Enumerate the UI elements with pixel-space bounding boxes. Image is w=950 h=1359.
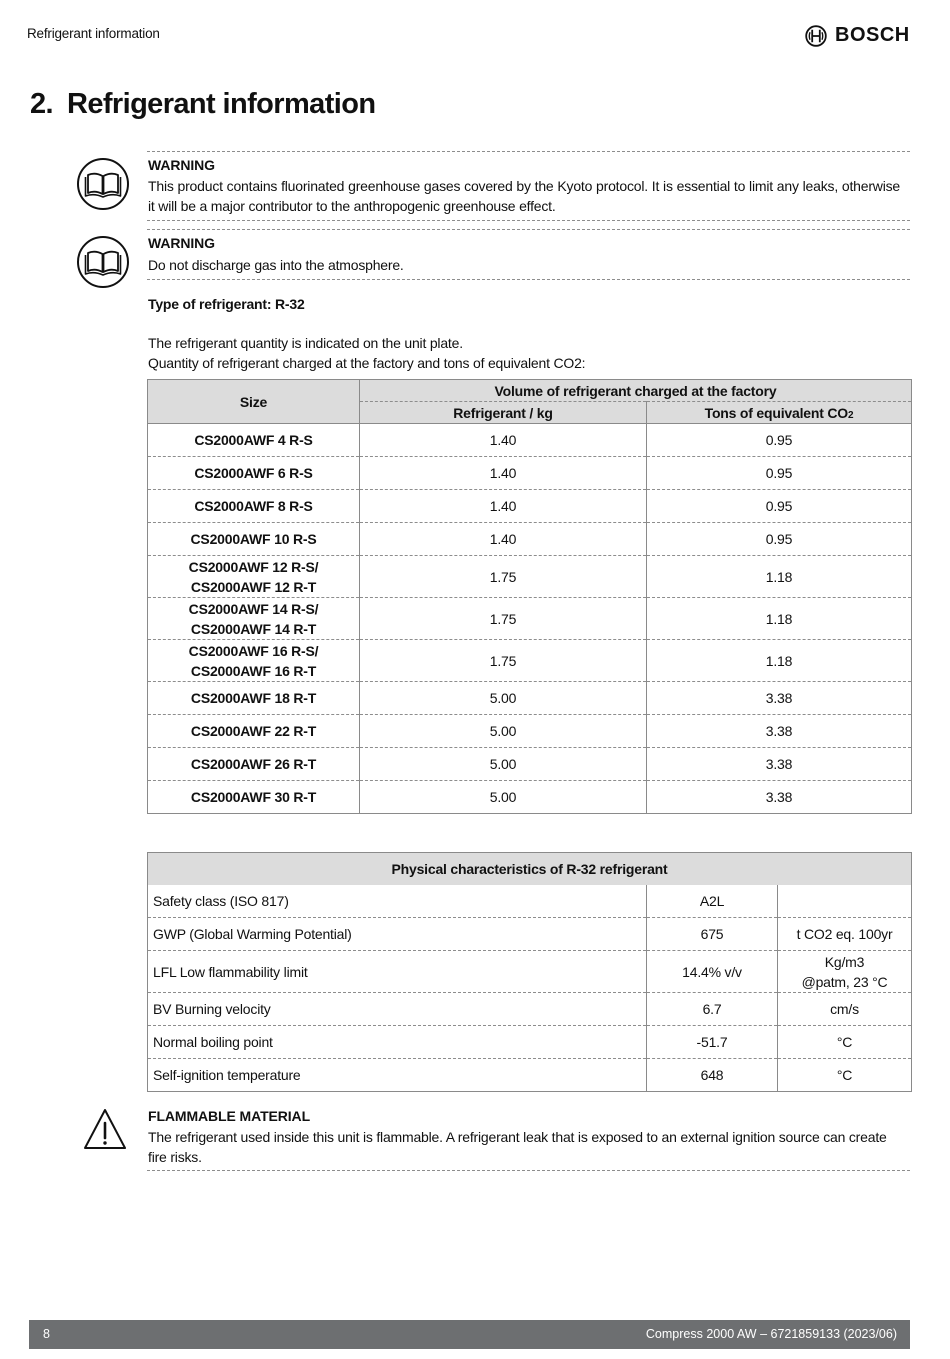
document-reference: Compress 2000 AW – 6721859133 (2023/06) [645,1327,897,1341]
refrigerant-kg-cell: 5.00 [360,715,647,748]
page-number: 8 [43,1327,50,1341]
table-row [148,556,912,598]
column-group-header: Volume of refrigerant charged at the factory [360,380,912,402]
tons-co2-cell: 3.38 [647,715,912,748]
tons-co2-cell: 1.18 [647,640,912,682]
size-cell: CS2000AWF 30 R-T [190,789,317,805]
refrigerant-kg-cell: 1.40 [360,523,647,556]
page-footer [29,1320,910,1349]
property-unit-cell: °C [778,1059,912,1092]
property-value-cell: A2L [647,885,778,918]
refrigerant-type: Type of refrigerant: R-32 [148,296,305,312]
divider [147,151,910,152]
property-label-cell: LFL Low flammability limit [148,951,647,993]
table-row [148,1059,912,1092]
size-cell: CS2000AWF 22 R-T [148,715,360,748]
bosch-armature-icon [805,25,827,47]
table-row [148,457,912,490]
tons-co2-cell: 1.18 [647,598,912,640]
property-value-cell: 675 [647,918,778,951]
property-value-cell: 648 [647,1059,778,1092]
tons-co2-cell: 0.95 [647,457,912,490]
table-row [148,715,912,748]
divider [147,1170,910,1171]
table-row [148,1026,912,1059]
property-unit-cell [778,885,912,918]
property-unit-cell: °C [778,1026,912,1059]
property-value-cell: -51.7 [647,1026,778,1059]
flammable-title: FLAMMABLE MATERIAL [148,1108,311,1124]
property-label-cell: Self-ignition temperature [153,1067,301,1083]
size-cell: CS2000AWF 18 R-T [148,682,360,715]
tons-co2-cell: 0.95 [647,424,912,457]
refrigerant-charge-table [147,379,912,814]
column-header: Tons of equivalent CO2 [647,402,912,424]
book-icon [76,157,130,211]
refrigerant-kg-cell: 5.00 [360,748,647,781]
tons-co2-cell: 1.18 [647,556,912,598]
tons-co2-cell: 0.95 [647,523,912,556]
property-unit-cell: t CO2 eq. 100yr [778,918,912,951]
intro-line: Quantity of refrigerant charged at the factory and tons of equivalent CO2: [148,355,586,371]
refrigerant-kg-cell: 1.40 [360,490,647,523]
column-header: Refrigerant / kg [360,402,647,424]
refrigerant-kg-cell: 5.00 [360,682,647,715]
table-header: Physical characteristics of R-32 refrigerant [148,853,912,885]
size-cell: CS2000AWF 6 R-S [148,457,360,490]
warning-title: WARNING [148,235,215,251]
property-label-cell: GWP (Global Warming Potential) [148,918,647,951]
table-row [148,682,912,715]
size-cell: CS2000AWF 12 R-S/ CS2000AWF 12 R-T [148,556,360,598]
tons-co2-cell: 3.38 [647,748,912,781]
page-title [30,88,375,121]
tons-co2-cell: 0.95 [647,490,912,523]
intro-line: The refrigerant quantity is indicated on the unit plate. [148,335,463,351]
column-header: Size [148,380,360,424]
size-cell: CS2000AWF 10 R-S [148,523,360,556]
table-row [148,781,912,814]
refrigerant-kg-cell: 1.75 [360,598,647,640]
size-cell: CS2000AWF 14 R-S/ CS2000AWF 14 R-T [148,598,360,640]
table-row [148,424,912,457]
divider [147,229,910,230]
size-cell: CS2000AWF 16 R-S/ CS2000AWF 16 R-T [148,640,360,682]
refrigerant-kg-cell: 5.00 [360,781,647,814]
section-title: Refrigerant information [67,88,376,120]
refrigerant-kg-cell: 1.75 [360,640,647,682]
refrigerant-kg-cell: 1.40 [360,424,647,457]
size-cell: CS2000AWF 8 R-S [148,490,360,523]
refrigerant-kg-cell: 1.75 [360,556,647,598]
warning-text: Do not discharge gas into the atmosphere. [148,257,404,273]
property-value-cell: 14.4% v/v [647,951,778,993]
tons-co2-cell: 3.38 [647,682,912,715]
flammable-text: The refrigerant used inside this unit is flammable. A refrigerant leak that is exposed to an external ignition source can create fire risks. [148,1129,887,1165]
table-row [148,490,912,523]
property-value-cell: 6.7 [647,993,778,1026]
book-icon [76,235,130,289]
table-row [148,598,912,640]
table-row [148,748,912,781]
table-row [148,993,912,1026]
property-unit-cell: Kg/m3 @patm, 23 °C [778,951,912,993]
divider [147,220,910,221]
table-row [148,885,912,918]
divider [147,279,910,280]
size-cell: CS2000AWF 26 R-T [148,748,360,781]
property-label-cell: Safety class (ISO 817) [148,885,647,918]
tons-co2-cell: 3.38 [647,781,912,814]
table-row [148,951,912,993]
physical-characteristics-table [147,852,912,1092]
running-header: Refrigerant information [27,26,160,41]
warning-text: This product contains fluorinated greenhouse gases covered by the Kyoto protocol. It is essential to limit any leaks, otherwise it will be a major contributor to the anthropogenic greenhouse effect. [148,178,900,214]
property-label-cell: Normal boiling point [148,1026,647,1059]
property-unit-cell: cm/s [778,993,912,1026]
brand-name: BOSCH [835,24,910,46]
table-row [148,523,912,556]
table-row [148,640,912,682]
warning-title: WARNING [148,157,215,173]
refrigerant-kg-cell: 1.40 [360,457,647,490]
bosch-logo [805,24,910,47]
section-number: 2. [30,88,53,120]
size-cell: CS2000AWF 4 R-S [148,424,360,457]
warning-triangle-icon [82,1107,128,1151]
table-row [148,918,912,951]
property-label-cell: BV Burning velocity [148,993,647,1026]
